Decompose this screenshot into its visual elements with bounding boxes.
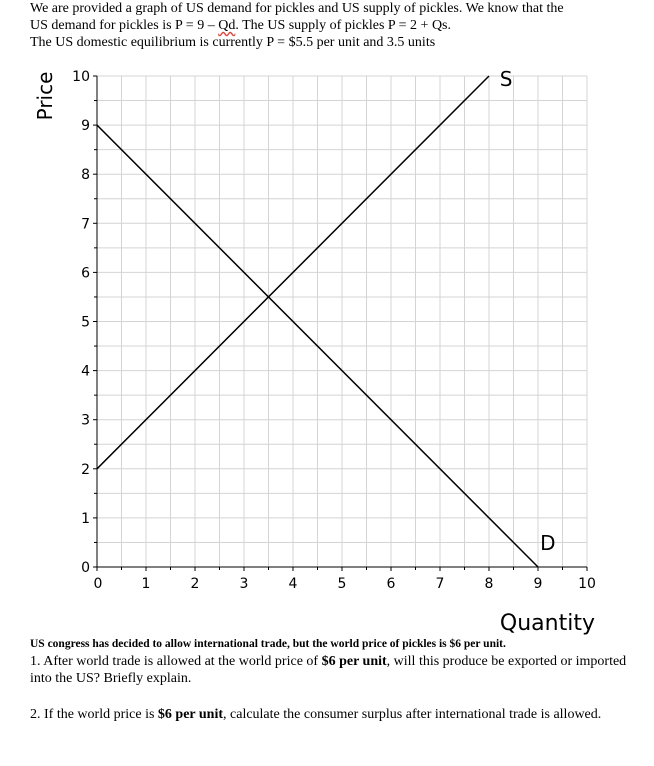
x-tick-label: 5 — [337, 576, 347, 592]
intro-line-3: The US domestic equilibrium is currently P = $5.5 per unit and 3.5 units — [30, 35, 436, 50]
question-1: 1. After world trade is allowed at the world price of $6 per unit, will this produce be exported or imported into the US? Briefly explain. — [30, 654, 627, 686]
intro-line-2-pre: US demand for pickles is P = 9 – — [30, 18, 219, 33]
x-tick-label: 2 — [190, 576, 200, 592]
y-tick-label: 0 — [81, 560, 90, 576]
x-tick-label: 4 — [288, 576, 298, 592]
trade-note: US congress has decided to allow international trade, but the world price of pickles is $6 per unit. — [30, 638, 506, 650]
x-axis-title: Quantity — [499, 611, 595, 636]
x-tick-label: 1 — [141, 576, 151, 592]
x-tick-label: 8 — [484, 576, 494, 592]
y-axis-title: Price — [33, 71, 57, 121]
x-tick-label: 3 — [239, 576, 249, 592]
y-tick-label: 5 — [81, 314, 90, 331]
y-tick-label: 6 — [81, 265, 90, 282]
intro-text — [30, 0, 630, 51]
y-tick-label: 10 — [72, 69, 90, 85]
y-tick-label: 2 — [81, 461, 90, 478]
y-tick-label: 4 — [81, 363, 90, 380]
y-tick-label: 3 — [81, 412, 90, 429]
intro-qd: Qd — [218, 18, 236, 33]
x-tick-label: 10 — [578, 576, 596, 592]
intro-line-2-post: . The US supply of pickles P = 2 + Qs. — [235, 18, 452, 33]
x-tick-label: 9 — [533, 576, 543, 592]
y-tick-label: 9 — [81, 118, 90, 135]
x-tick-label: 0 — [93, 576, 103, 592]
supply-demand-chart — [0, 60, 654, 640]
question-2: 2. If the world price is $6 per unit, calculate the consumer surplus after international trade is allowed. — [30, 707, 602, 722]
y-tick-label: 8 — [81, 167, 90, 184]
curve-label-s: S — [499, 66, 513, 91]
intro-line-1: We are provided a graph of US demand for pickles and US supply of pickles. We know that the — [30, 1, 564, 16]
x-tick-label: 6 — [386, 576, 396, 592]
y-tick-label: 7 — [81, 216, 90, 233]
intro-line-2 — [30, 17, 630, 34]
curve-label-d: D — [540, 530, 556, 555]
y-tick-label: 1 — [81, 510, 90, 527]
x-tick-label: 7 — [435, 576, 445, 592]
